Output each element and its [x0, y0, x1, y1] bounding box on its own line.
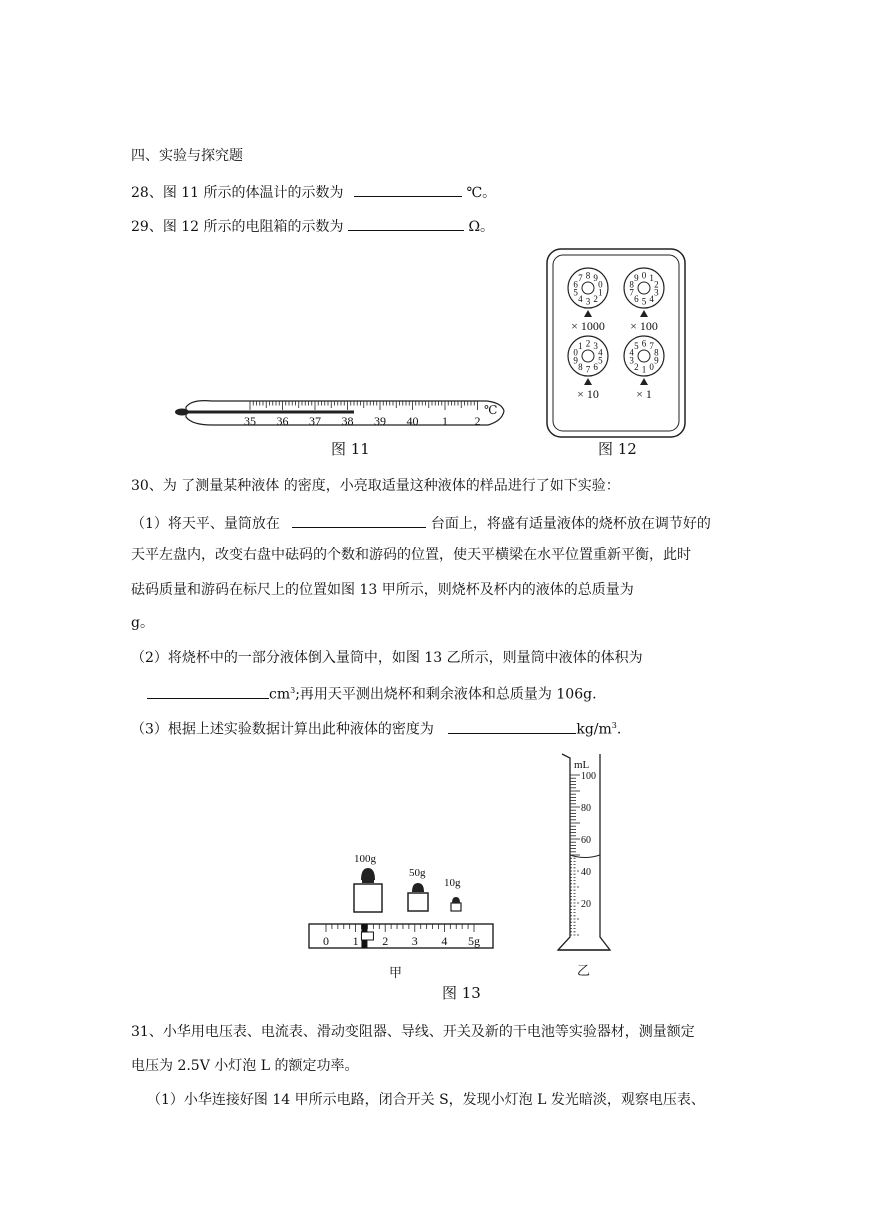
- q30-intro: 30、为 了测量某种液体 的密度，小亮取适量这种液体的样品进行了如下实验：: [131, 478, 620, 494]
- dial-digit: 5: [634, 340, 639, 351]
- dial-digit: 6: [641, 338, 647, 349]
- thermometer-scale-labels: [244, 414, 481, 428]
- dial-digit: 3: [654, 287, 659, 298]
- thermometer-label-36: 36: [276, 414, 289, 428]
- weight-100g-label: 100g: [354, 853, 376, 865]
- dial-pointer: [584, 310, 592, 317]
- section-title: 四、实验与探究题: [131, 148, 243, 164]
- q30-part1-line2: 天平左盘内，改变右盘中砝码的个数和游码的位置，使天平横梁在水平位置重新平衡，此时: [131, 547, 691, 563]
- q30-density-blank[interactable]: [448, 717, 576, 734]
- thermometer-ticks: [250, 401, 478, 410]
- dial-digit: 1: [598, 287, 603, 298]
- dial-digit: 8: [654, 347, 659, 358]
- dial-digit: 6: [593, 362, 598, 373]
- thermometer-label-38: 38: [341, 414, 354, 428]
- dial-digit: 0: [573, 347, 578, 358]
- q30-part2-line2: $cm^3$;再用天平测出烧杯和剩余液体和总质量为 106g.: [147, 681, 597, 705]
- dial-digit: 4: [649, 294, 654, 305]
- dial-digit: 4: [629, 347, 634, 358]
- dial-digit: 2: [634, 362, 639, 373]
- dial-digit: 9: [654, 355, 659, 366]
- figure-13-label-yi: 乙: [577, 964, 591, 979]
- thermometer-label-35: 35: [244, 414, 256, 428]
- thermometer-label-39: 39: [374, 414, 386, 428]
- dial-digit: 1: [641, 364, 647, 375]
- dial-digit: 5: [641, 296, 647, 307]
- dial-digit: 7: [649, 340, 654, 351]
- question-29: [131, 214, 494, 237]
- dial-digit: 0: [598, 279, 603, 290]
- ruler-labels: [323, 934, 480, 948]
- dial-digit: 9: [634, 272, 639, 283]
- ruler-label-0: 0: [323, 934, 329, 948]
- figure-13-label-jia: 甲: [389, 966, 403, 981]
- dial-label: × 1000: [571, 319, 605, 333]
- thermometer-label-40: 40: [406, 414, 419, 428]
- dial-digit: 5: [598, 355, 603, 366]
- dial-digit: 9: [593, 272, 598, 283]
- cylinder-label-20: 20: [581, 899, 591, 910]
- dial-digit: 2: [654, 279, 659, 290]
- dial-digit: 9: [573, 355, 578, 366]
- figure-11-caption: 图 11: [331, 440, 370, 458]
- weight-50g-label: 50g: [409, 867, 426, 879]
- q30-part1-line1: （1）将天平、量筒放在 台面上，将盛有适量液体的烧杯放在调节好的: [131, 511, 711, 534]
- dial-2: [624, 268, 664, 333]
- figure-13-caption: 图 13: [442, 984, 481, 1002]
- q31-line2: 电压为 2.5V 小灯泡 L 的额定功率。: [131, 1058, 359, 1074]
- figure-12-caption: 图 12: [598, 440, 637, 458]
- ruler-label-1: 1: [352, 934, 359, 948]
- dial-digit: 7: [629, 287, 634, 298]
- dial-digit: 4: [578, 294, 583, 305]
- thermometer-label-2: 2: [474, 414, 481, 428]
- dial-1: [568, 268, 608, 333]
- dial-digit: 5: [573, 287, 578, 298]
- dial-digit: 2: [593, 294, 598, 305]
- dial-4: [624, 336, 664, 401]
- dial-digit: 4: [598, 347, 603, 358]
- ruler-label-3: 3: [411, 934, 418, 948]
- cylinder-label-100: 100: [581, 771, 596, 782]
- dial-digit: 1: [578, 340, 583, 351]
- dial-digit: 8: [629, 279, 634, 290]
- dial-digit: 7: [578, 272, 583, 283]
- dial-digit: 8: [585, 270, 591, 281]
- q28-answer-blank[interactable]: [354, 180, 462, 197]
- cylinder-label-60: 60: [581, 835, 591, 846]
- ruler-label-5g: 5g: [468, 934, 480, 948]
- q30-part3: （3）根据上述实验数据计算出此种液体的密度为 $kg/m^3$.: [131, 716, 621, 740]
- q30-surface-blank[interactable]: [292, 511, 426, 528]
- dial-3: [568, 336, 608, 401]
- q28-unit: ℃。: [466, 185, 497, 201]
- dial-digit: 0: [649, 362, 654, 373]
- cylinder-unit: mL: [574, 759, 590, 771]
- question-28: [131, 180, 496, 203]
- dial-digit: 3: [585, 296, 591, 307]
- figure-11-thermometer: [172, 395, 512, 435]
- figure-12-resistance-box: [546, 248, 686, 438]
- ruler-label-2: 2: [382, 934, 389, 948]
- dial-pointer: [584, 378, 592, 385]
- q28-text: 28、图 11 所示的体温计的示数为: [131, 185, 344, 201]
- thermometer-label-1: 1: [442, 414, 448, 428]
- q29-unit: Ω。: [468, 219, 495, 235]
- rider-window: [361, 932, 373, 940]
- dial-digit: 0: [641, 270, 647, 281]
- dial-digit: 2: [585, 338, 591, 349]
- q31-line3: （1）小华连接好图 14 甲所示电路，闭合开关 S，发现小灯泡 L 发光暗淡，观察电压表、: [147, 1092, 705, 1108]
- ruler-label-4: 4: [441, 934, 448, 948]
- dial-label: × 1: [636, 387, 652, 401]
- weight-100g: [354, 868, 382, 912]
- q29-text: 29、图 12 所示的电阻箱的示数为: [131, 219, 344, 235]
- ruler-ticks: [326, 924, 474, 932]
- q29-answer-blank[interactable]: [348, 214, 464, 231]
- dial-pointer: [640, 378, 648, 385]
- thermometer-unit: ℃: [484, 403, 498, 417]
- dial-digit: 6: [573, 279, 578, 290]
- dial-digit: 1: [649, 272, 654, 283]
- figure-13-balance: [306, 848, 506, 978]
- weight-10g: [451, 897, 461, 911]
- dial-digit: 7: [585, 364, 591, 375]
- cylinder-label-40: 40: [581, 867, 591, 878]
- dial-pointer: [640, 310, 648, 317]
- cylinder-label-80: 80: [581, 803, 591, 814]
- dial-label: × 100: [630, 319, 658, 333]
- q30-part1-line4: g。: [131, 615, 154, 631]
- q30-part1-line3: 砝码质量和游码在标尺上的位置如图 13 甲所示，则烧杯及杯内的液体的总质量为: [131, 582, 634, 598]
- cylinder-ticks: [570, 775, 580, 935]
- weight-50g: [408, 883, 428, 911]
- dial-label: × 10: [577, 387, 599, 401]
- q31-line1: 31、小华用电压表、电流表、滑动变阻器、导线、开关及新的干电池等实验器材，测量额定: [131, 1024, 695, 1040]
- cylinder-labels: [581, 771, 596, 910]
- dial-digit: 6: [634, 294, 639, 305]
- q30-volume-blank[interactable]: [147, 682, 269, 699]
- thermometer-label-37: 37: [309, 414, 321, 428]
- dial-digit: 3: [629, 355, 634, 366]
- dial-digit: 3: [593, 340, 598, 351]
- weight-10g-label: 10g: [444, 877, 461, 889]
- dial-digit: 8: [578, 362, 583, 373]
- figure-13-cylinder: [556, 752, 626, 957]
- q30-part2-line1: （2）将烧杯中的一部分液体倒入量筒中，如图 13 乙所示，则量筒中液体的体积为: [131, 650, 643, 666]
